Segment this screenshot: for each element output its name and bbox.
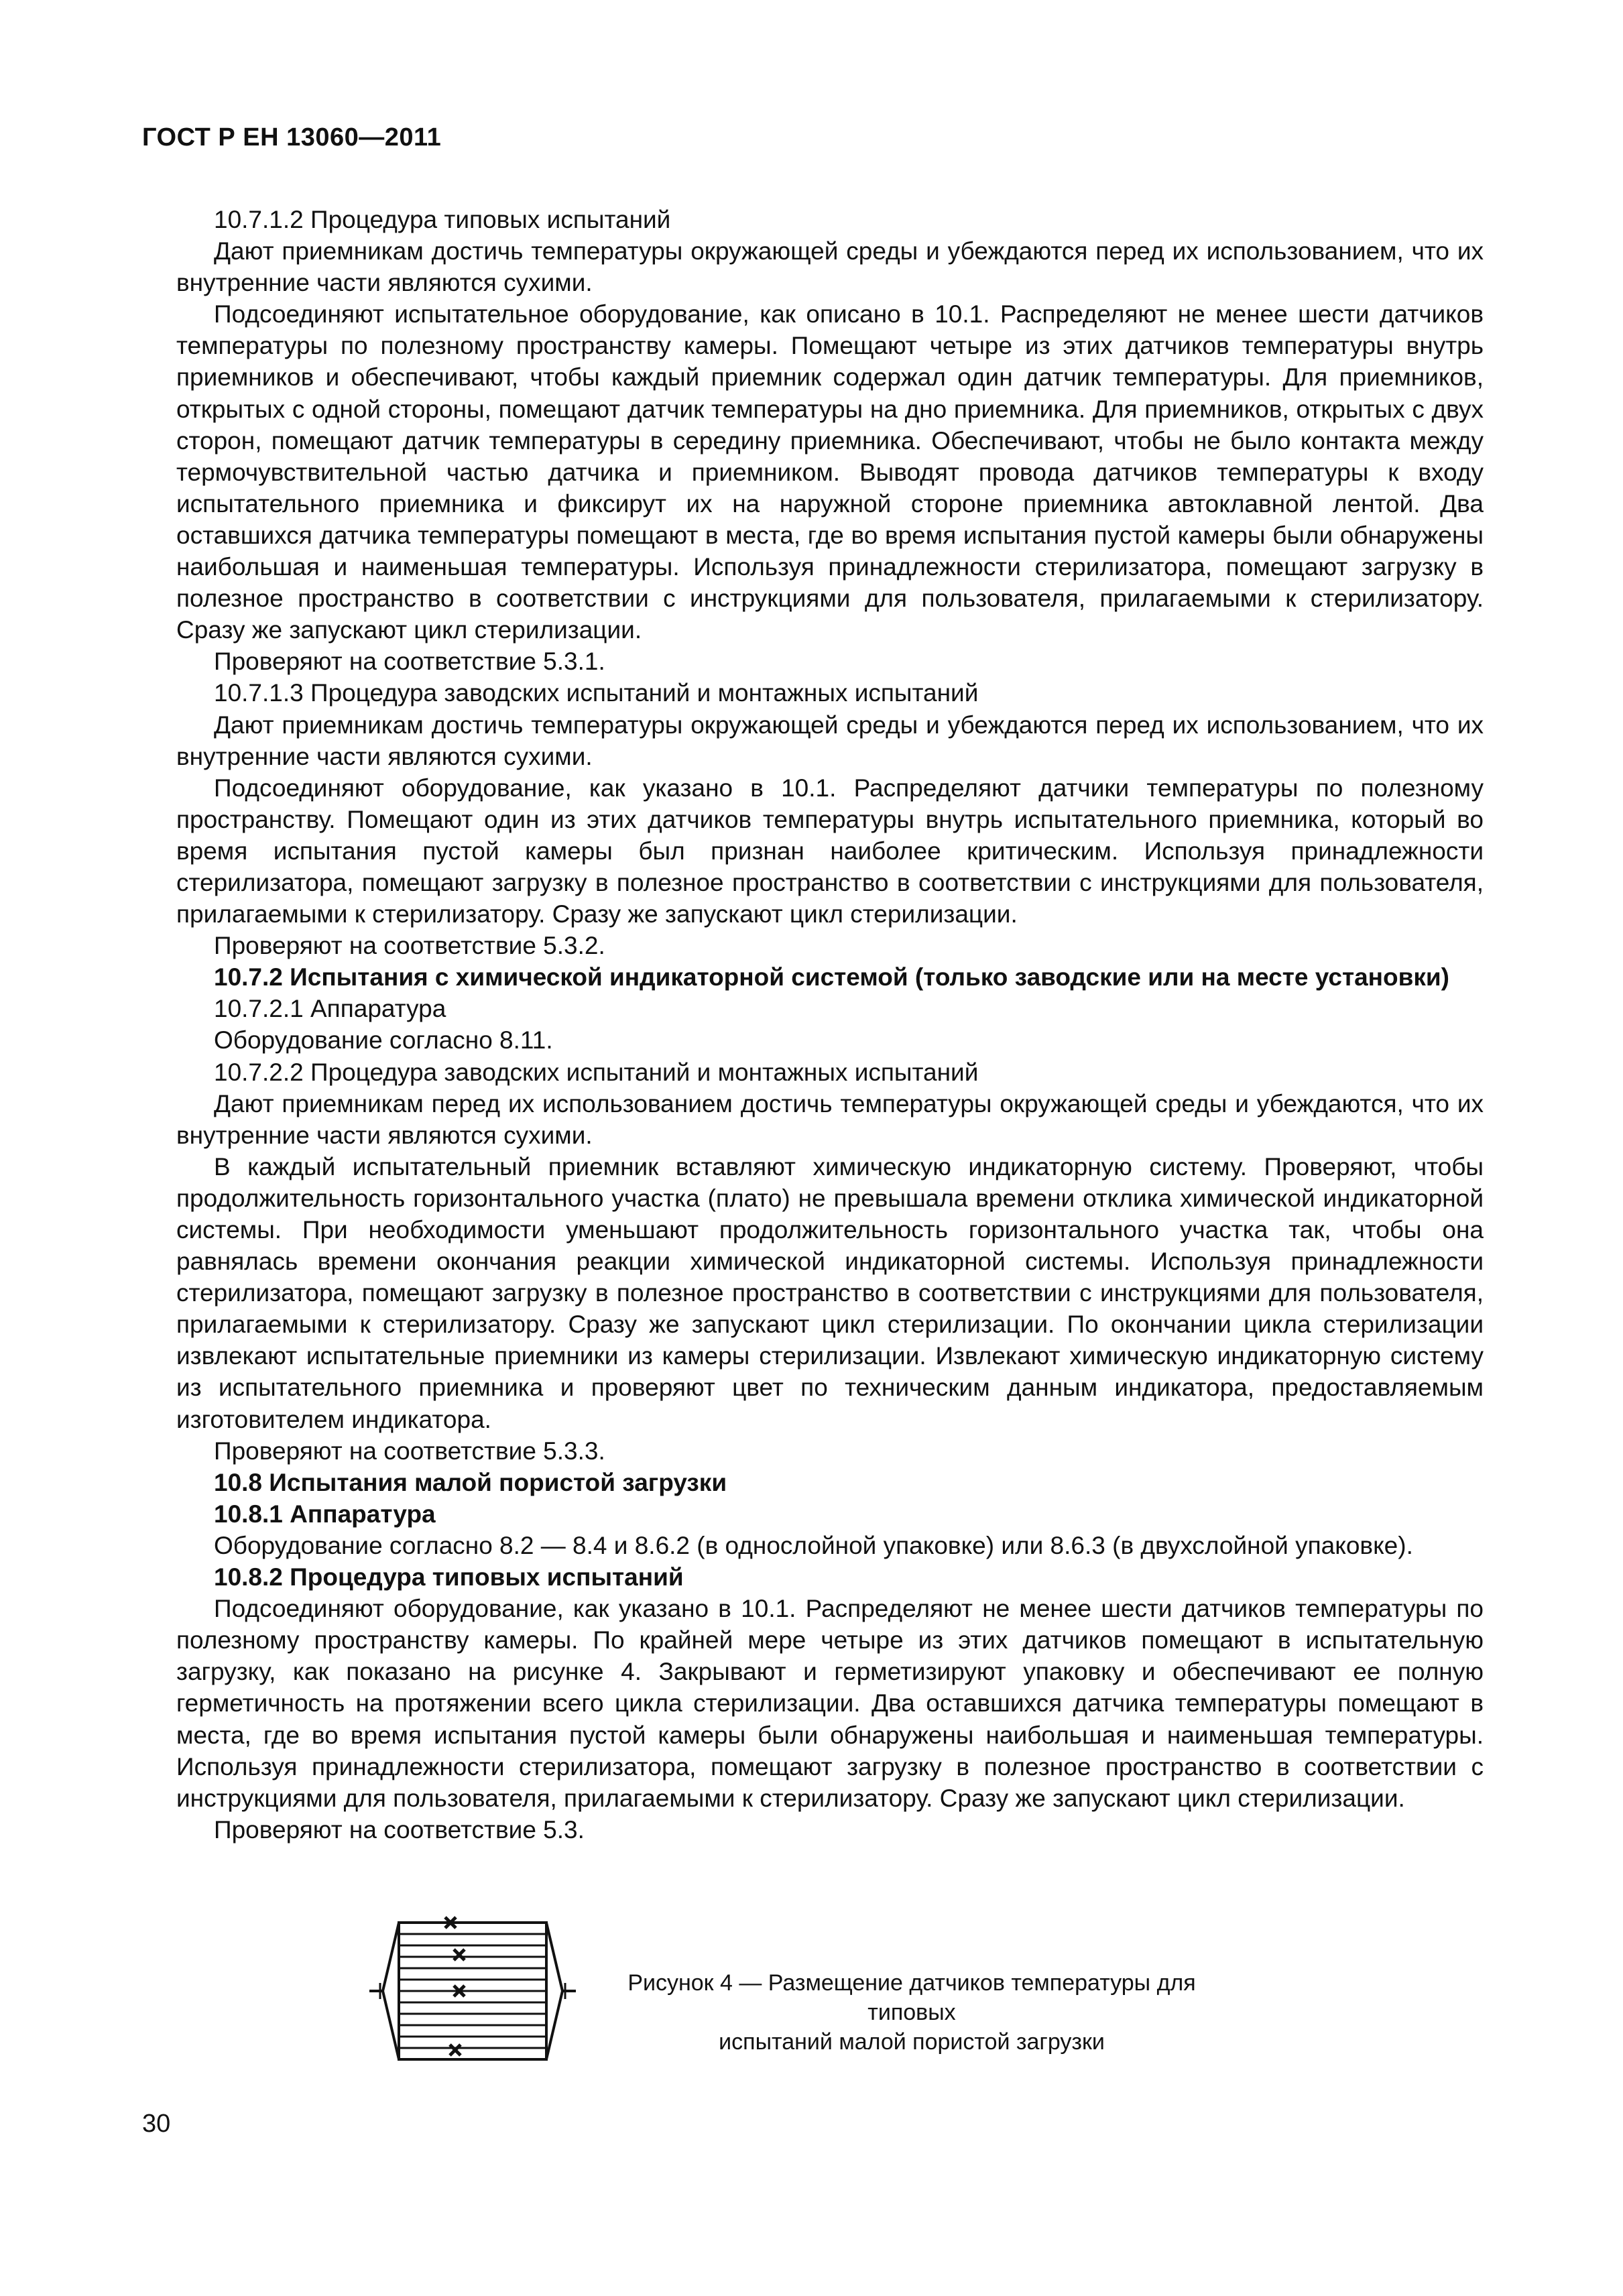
- paragraph: Подсоединяют оборудование, как указано в 10.1. Распределяют датчики температуры по полезному пространству. Помещают один из этих датчиков температуры внутрь испытательного приемника, который во время испытания пустой камеры был признан наиболее критическим. Используя принадлежности стерилизатора, помещают загрузку в полезное пространство в соответствии с инструкциями для пользователя, прилагаемыми к стерилизатору. Сразу же запускают цикл стерилизации.: [176, 774, 1484, 928]
- paragraph: Дают приемникам перед их использованием достичь температуры окружающей среды и убеждаются, что их внутренние части являются сухими.: [176, 1089, 1484, 1149]
- paragraph: 10.7.1.3 Процедура заводских испытаний и монтажных испытаний: [214, 679, 979, 707]
- body-text: [176, 204, 1484, 1846]
- paragraph: 10.7.2.1 Аппаратура: [214, 995, 446, 1023]
- paragraph: Подсоединяют испытательное оборудование, как описано в 10.1. Распределяют не менее шести датчиков температуры по полезному пространству камеры. Помещают четыре из этих датчиков температуры внутрь приемников и обеспечивают, чтобы каждый приемник содержал один датчик температуры. Для приемников, открытых с одной стороны, помещают датчик температуры на дно приемника. Для приемников, открытых с двух сторон, помещают датчик температуры в середину приемника. Обеспечивают, чтобы не было контакта между термочувствительной частью датчика и приемником. Выводят провода датчиков температуры к входу испытательного приемника и фиксирут их на наружной стороне приемника автоклавной лентой. Два оставшихся датчика температуры помещают в места, где во время испытания пустой камеры были обнаружены наибольшая и наименьшая температуры. Используя принадлежности стерилизатора, помещают загрузку в полезное пространство в соответствии с инструкциями для пользователя, прилагаемыми к стерилизатору. Сразу же запускают цикл стерилизации.: [176, 300, 1484, 644]
- section-heading: 10.8.2 Процедура типовых испытаний: [214, 1563, 684, 1591]
- sensor-cross-icon: [454, 1949, 465, 1960]
- paragraph: Проверяют на соответствие 5.3.3.: [214, 1437, 605, 1465]
- paragraph: Дают приемникам достичь температуры окружающей среды и убеждаются перед их использованием, что их внутренние части являются сухими.: [176, 237, 1484, 297]
- sensor-marks: [445, 1917, 465, 2055]
- paragraph: Проверяют на соответствие 5.3.1.: [214, 648, 605, 676]
- page-number: 30: [142, 2110, 171, 2138]
- paragraph: Проверяют на соответствие 5.3.2.: [214, 932, 605, 960]
- paragraph: Оборудование согласно 8.11.: [214, 1026, 553, 1054]
- paragraph: В каждый испытательный приемник вставляют химическую индикаторную систему. Проверяют, чтобы продолжительность горизонтального участка (плато) не превышала времени отклика химической индикаторной системы. При необходимости уменьшают продолжительность горизонтального участка так, чтобы она равнялась времени окончания реакции химической индикаторной системы. Используя принадлежности стерилизатора, помещают загрузку в полезное пространство в соответствии с инструкциями для пользователя, прилагаемыми к стерилизатору. Сразу же запускают цикл стерилизации. По окончании цикла стерилизации извлекают испытательные приемники из камеры стерилизации. Извлекают химическую индикаторную систему из испытательного приемника и проверяют цвет по техническим данным индикатора, предоставляемым изготовителем индикатора.: [176, 1152, 1484, 1433]
- paragraph: Оборудование согласно 8.2 — 8.4 и 8.6.2 (в однослойной упаковке) или 8.6.3 (в двухслойной упаковке).: [214, 1531, 1413, 1559]
- sensor-cross-icon: [450, 2045, 461, 2055]
- load-layers: [399, 1934, 546, 2048]
- document-header: ГОСТ Р ЕН 13060—2011: [142, 123, 442, 152]
- section-heading: 10.7.2 Испытания с химической индикаторной системой (только заводские или на месте установки): [214, 963, 1449, 991]
- figure-caption-line-2: испытаний малой пористой загрузки: [719, 2029, 1105, 2055]
- paragraph: 10.7.1.2 Процедура типовых испытаний: [214, 206, 671, 233]
- figure-caption: [623, 1968, 1200, 2057]
- figure-caption-line-1: Рисунок 4 — Размещение датчиков температуры для типовых: [627, 1970, 1196, 2025]
- section-heading: 10.8.1 Аппаратура: [214, 1500, 436, 1528]
- paragraph: Дают приемникам достичь температуры окружающей среды и убеждаются перед их использованием, что их внутренние части являются сухими.: [176, 711, 1484, 770]
- figure-4: [365, 1916, 1371, 2067]
- paragraph: Проверяют на соответствие 5.3.: [214, 1815, 585, 1844]
- section-heading: 10.8 Испытания малой пористой загрузки: [214, 1468, 727, 1496]
- paragraph: 10.7.2.2 Процедура заводских испытаний и монтажных испытаний: [214, 1058, 979, 1086]
- test-load-package-diagram: [365, 1916, 587, 2067]
- paragraph: Подсоединяют оборудование, как указано в 10.1. Распределяют не менее шести датчиков температуры по полезному пространству камеры. По крайней мере четыре из этих датчиков помещают в испытательную загрузку, как показано на рисунке 4. Закрывают и герметизируют упаковку и обеспечивают ее полную герметичность на протяжении всего цикла стерилизации. Два оставшихся датчика температуры помещают в места, где во время испытания пустой камеры были обнаружены наибольшая и наименьшая температуры. Используя принадлежности стерилизатора, помещают загрузку в полезное пространство в соответствии с инструкциями для пользователя, прилагаемыми к стерилизатору. Сразу же запускают цикл стерилизации.: [176, 1595, 1484, 1812]
